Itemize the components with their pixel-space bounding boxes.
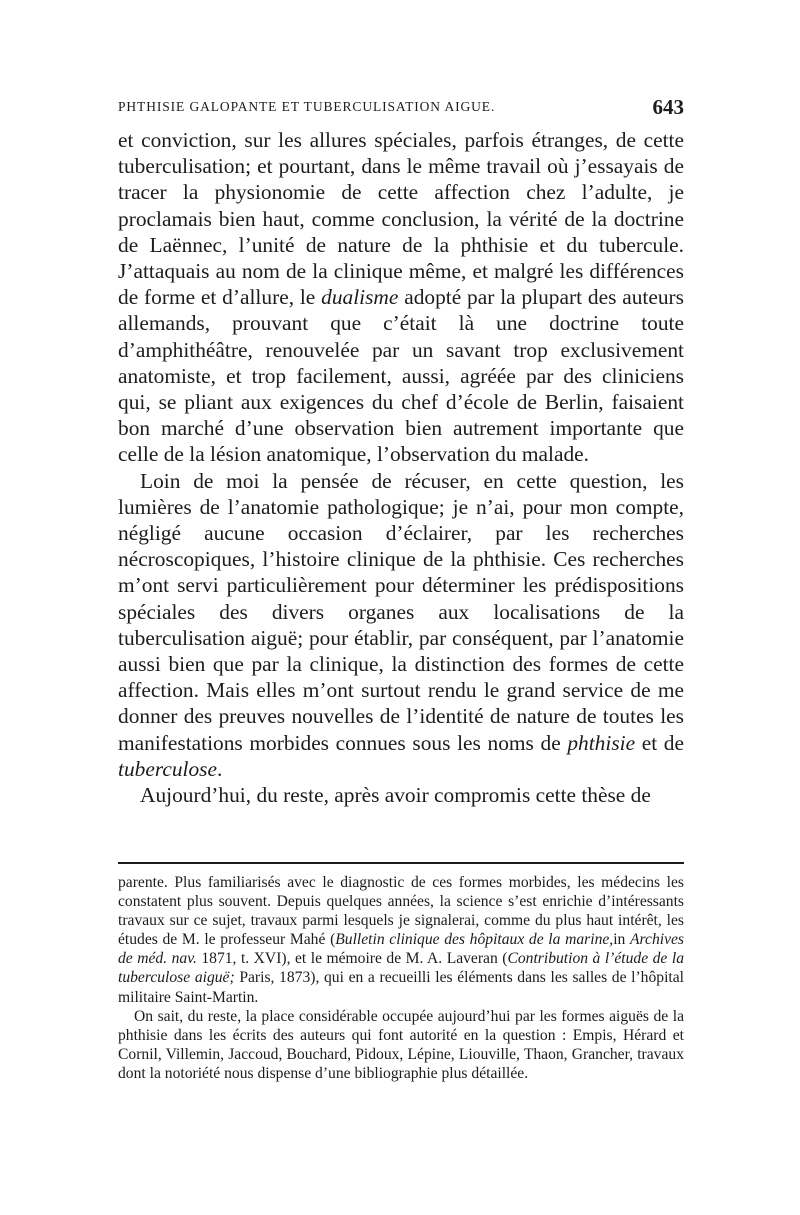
footnote-1-text-d: Paris, 1873), qui en a recueilli les éléments dans les salles de l’hôpital militaire Saint-Martin. (118, 969, 684, 1006)
paragraph-1-text-a: et conviction, sur les allures spéciales, parfois étranges, de cette tuberculisation; et pourtant, dans le même travail où j’essayais de tracer la physionomie de cette affection chez l’adulte, je proclamais bien haut, comme conclusion, la vérité de la doctrine de Laënnec, l’unité de nature de la phthisie et du tubercule. J’attaquais au nom de la clinique même, et malgré les différences de forme et d’allure, le (118, 128, 684, 310)
paragraph-1 (118, 127, 684, 468)
footnotes (118, 873, 684, 1083)
running-header (118, 92, 684, 122)
page-number: 643 (652, 94, 684, 119)
citation-archives: Archives de méd. nav. (118, 931, 684, 968)
paragraph-3: Aujourd’hui, du reste, après avoir compromis cette thèse de (140, 783, 651, 808)
main-text (118, 127, 684, 808)
running-title: PHTHISIE GALOPANTE ET TUBERCULISATION AIGUE. (118, 99, 496, 114)
footnote-1 (118, 873, 684, 1007)
paragraph-2-text-a: Loin de moi la pensée de récuser, en cette question, les lumières de l’anatomie pathologique; je n’ai, pour mon compte, négligé aucune occasion d’éclairer, par les recherches nécroscopiques, l’histoire clinique de la phthisie. Ces recherches m’ont servi particulièrement pour déterminer les prédispositions spéciales des divers organes aux localisations de la tuberculisation aiguë; pour établir, par conséquent, par l’anatomie aussi bien que par la clinique, la distinction des formes de cette affection. Mais elles m’ont surtout rendu le grand service de me donner des preuves nouvelles de l’identité de nature de toutes les manifestations morbides connues sous les noms de (118, 468, 684, 755)
term-tuberculose: tuberculose (118, 756, 218, 781)
paragraph-2-text-c: . (217, 756, 223, 781)
paragraph-1-text-b: adopté par la plupart des auteurs allemands, prouvant que c’était là une doctrine toute d’amphithéâtre, renouvelée par un savant trop exclusivement anatomiste, et trop facilement, aussi, agréée par des cliniciens qui, se pliant aux exigences du chef d’école de Berlin, faisaient bon marché d’une observation bien autrement importante que celle de la lésion anatomique, l’observation du malade. (118, 285, 684, 467)
footnote-1-text-b: in (613, 931, 631, 949)
paragraph-2-text-b: et de (635, 730, 685, 755)
citation-bulletin: Bulletin clinique des hôpitaux de la marine, (335, 931, 614, 949)
footnote-1-text-a: parente. Plus familiarisés avec le diagnostic de ces formes morbides, les médecins les constatent plus souvent. Depuis quelques années, la science s’est enrichie d’intéressants travaux sur ce sujet, travaux parmi lesquels je signalerai, comme du plus haut intérêt, les études de M. le professeur Mahé ( (118, 874, 684, 949)
term-dualisme: dualisme (321, 285, 399, 310)
term-phthisie: phthisie (567, 730, 636, 755)
citation-contribution: Contribution à l’étude de la tuberculose aiguë; (118, 950, 684, 987)
footnote-2: On sait, du reste, la place considérable occupée aujourd’hui par les formes aiguës de la phthisie dans les écrits des auteurs qui font autorité en la question : Empis, Hérard et Cornil, Villemin, Jaccoud, Bouchard, Pidoux, Lépine, Liouville, Thaon, Grancher, travaux dont la notoriété nous dispense d’une bibliographie plus détaillée. (118, 1007, 684, 1082)
footnote-divider (118, 862, 684, 864)
paragraph-2 (118, 468, 684, 782)
footnote-1-text-c: 1871, t. XVI), et le mémoire de M. A. Laveran ( (196, 950, 508, 968)
